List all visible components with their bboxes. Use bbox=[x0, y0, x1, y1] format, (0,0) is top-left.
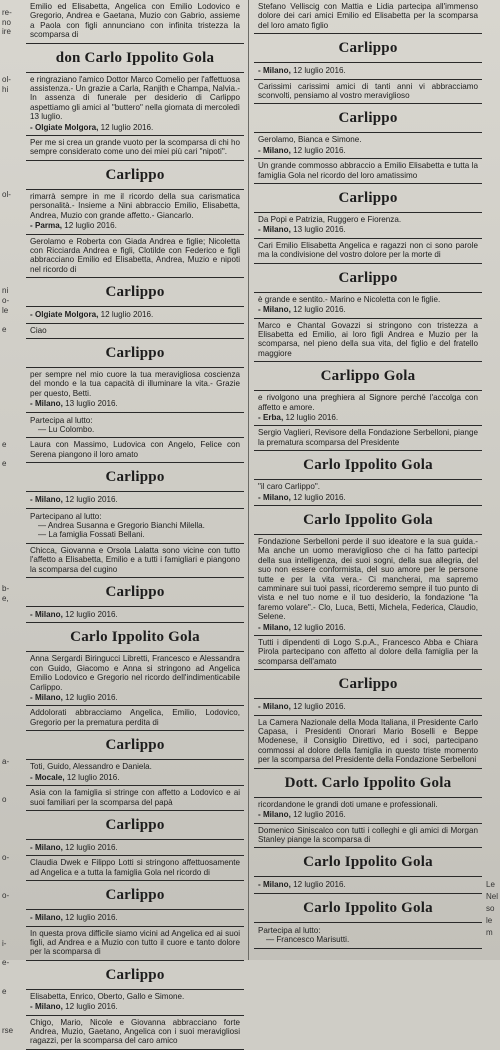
obituary-notice bbox=[26, 760, 244, 786]
notice-place: - Milano, bbox=[30, 693, 63, 703]
notice-place: - Milano, bbox=[258, 66, 291, 76]
notice-text: Stefano Velliscig con Mattia e Lidia partecipa all'immenso dolore dei cari amici Emilio ed Elisabetta per la scomparsa del loro amato figlio bbox=[258, 2, 478, 30]
notice-place-date bbox=[30, 221, 240, 230]
obituary-notice bbox=[254, 264, 482, 293]
notice-text: La Camera Nazionale della Moda Italiana, il Presidente Carlo Capasa, i Presidenti Onorari Mario Boselli e Beppe Modenese, il Consiglio Direttivo, ed i soci, partecipano commossi al dolore della famiglia in questo triste momento per la scomparsa del Presidente della Fondazione Serbelloni bbox=[258, 717, 478, 765]
obituary-column-right bbox=[254, 0, 482, 960]
notice-text: rimarrà sempre in me il ricordo della sua carismatica personalità.- Insieme a Nini abbraccio Emilio, Elisabetta, Andrea, Muzio con grande affetto.- Giancarlo. bbox=[30, 191, 240, 220]
notice-text: Asia con la famiglia si stringe con affetto a Lodovico e ai suoi familiari per la scomparsa del papà bbox=[30, 788, 240, 807]
obituary-notice bbox=[26, 413, 244, 439]
notice-text: Domenico Siniscalco con tutti i colleghi e gli amici di Morgan Stanley piange la scomparsa di bbox=[258, 825, 478, 844]
notice-place: - Milano, bbox=[258, 702, 291, 712]
condolence-name: — Lu Colombo. bbox=[38, 424, 95, 434]
cropped-text-fragment: ire bbox=[2, 27, 11, 37]
obituary-notice bbox=[254, 362, 482, 391]
obituary-notice bbox=[254, 239, 482, 264]
obituary-notice bbox=[254, 506, 482, 535]
notice-text: e ringraziano l'amico Dottor Marco Comelio per l'affettuosa assistenza.- Un grazie a Carla, Ranjith e Champa, Nalvia.- In assenza di funerale per desiderio di Carlippo aspettiamo gli amici al "buttero" nella giornata di mercoledì 13 luglio. bbox=[30, 74, 240, 122]
deceased-name-heading: Dott. Carlo Ippolito Gola bbox=[284, 774, 452, 791]
notice-text: In questa prova difficile siamo vicini ad Angelica ed ai suoi figli, ad Andrea e a Muzio con tutto il cuore e tanto dolore per la scomparsa di bbox=[30, 928, 240, 957]
cropped-text-fragment: m bbox=[486, 928, 493, 937]
notice-text: è grande e sentito.- Marino e Nicoletta con le figlie. bbox=[258, 294, 441, 304]
obituary-notice bbox=[26, 44, 244, 73]
obituary-notice bbox=[254, 877, 482, 893]
deceased-name-heading: Carlippo bbox=[105, 344, 165, 361]
notice-place-date bbox=[258, 146, 478, 155]
notice-place-date bbox=[30, 913, 240, 922]
notice-text: Elisabetta, Enrico, Oberto, Gallo e Simone. bbox=[30, 991, 185, 1001]
notice-text: Ciao bbox=[30, 325, 47, 335]
obituary-notice bbox=[254, 159, 482, 184]
notice-place-date bbox=[30, 843, 240, 852]
obituary-notice bbox=[26, 73, 244, 136]
obituary-notice bbox=[254, 480, 482, 506]
deceased-name-heading: Carlippo bbox=[338, 676, 398, 693]
cropped-text-fragment: re- bbox=[2, 8, 12, 17]
obituary-notice bbox=[254, 535, 482, 636]
condolence-name: — Andrea Susanna e Gregorio Bianchi Milella. bbox=[38, 521, 205, 530]
notice-date: 12 luglio 2016. bbox=[64, 221, 117, 231]
obituary-notice bbox=[254, 184, 482, 213]
notice-date: 12 luglio 2016. bbox=[100, 310, 154, 320]
left-margin-cropped-column bbox=[0, 0, 24, 1035]
notice-place: - Milano, bbox=[30, 495, 63, 505]
notice-text: Anna Sergardi Biringucci Libretti, Francesco e Alessandra con Guido, Giacomo e Anna si stringono ad Angelica Emilio Lodovico e Gregorio nel ricordo dell'indimenticabile Carlippo. bbox=[30, 654, 240, 692]
notice-date: 13 luglio 2016. bbox=[65, 399, 118, 409]
notice-date: 12 luglio 2016. bbox=[65, 842, 118, 852]
notice-place-date bbox=[30, 123, 240, 132]
notice-date: 12 luglio 2016. bbox=[65, 693, 118, 703]
obituary-notice bbox=[26, 990, 244, 1016]
obituary-notice bbox=[26, 339, 244, 368]
obituary-notice bbox=[26, 463, 244, 492]
notice-date: 13 luglio 2016. bbox=[293, 225, 346, 235]
obituary-notice bbox=[26, 509, 244, 544]
cropped-text-fragment: Le bbox=[486, 880, 495, 889]
notice-place-date bbox=[30, 1002, 240, 1011]
obituary-notice bbox=[26, 961, 244, 990]
cropped-text-fragment: e bbox=[2, 324, 7, 334]
obituary-notice bbox=[254, 0, 482, 34]
deceased-name-heading: Carlippo bbox=[338, 269, 398, 286]
notice-date: 12 luglio 2016. bbox=[293, 880, 346, 890]
cropped-text-fragment: a- bbox=[2, 756, 10, 766]
notice-text: Cari Emilio Elisabetta Angelica e ragazzi non ci sono parole ma la condivisione del vostro dolore per la morte di bbox=[258, 240, 478, 260]
notice-place: - Milano, bbox=[258, 305, 291, 315]
deceased-name-heading: Carlippo bbox=[105, 816, 165, 833]
obituary-notice bbox=[254, 319, 482, 363]
cropped-text-fragment: e, bbox=[2, 593, 9, 603]
obituary-notice bbox=[254, 798, 482, 824]
cropped-text-fragment: e bbox=[2, 440, 7, 449]
notice-text: Gerolamo, Bianca e Simone. bbox=[258, 135, 362, 145]
notice-place-date bbox=[258, 66, 478, 75]
notice-text: Da Popi e Patrizia, Ruggero e Fiorenza. bbox=[258, 215, 402, 225]
obituary-notice bbox=[26, 544, 244, 578]
obituary-notice bbox=[254, 699, 482, 715]
obituary-notice bbox=[26, 578, 244, 607]
deceased-name-heading: don Carlo Ippolito Gola bbox=[55, 49, 215, 66]
notice-place: - Milano, bbox=[30, 842, 63, 852]
notice-date: 12 luglio 2016. bbox=[293, 492, 346, 502]
obituary-notice bbox=[254, 104, 482, 133]
notice-place-date bbox=[30, 610, 240, 619]
notice-date: 12 luglio 2016. bbox=[293, 145, 346, 155]
cropped-text-fragment: le bbox=[2, 305, 9, 315]
obituary-notice bbox=[26, 0, 244, 44]
obituary-notice bbox=[254, 293, 482, 319]
right-margin-cropped-column bbox=[484, 0, 500, 960]
notice-date: 12 luglio 2016. bbox=[293, 66, 346, 76]
cropped-text-fragment: so bbox=[486, 904, 495, 913]
cropped-text-fragment: o- bbox=[2, 296, 10, 305]
deceased-name-heading: Carlippo bbox=[105, 737, 165, 754]
obituary-notice bbox=[26, 368, 244, 413]
notice-date: 12 luglio 2016. bbox=[293, 702, 346, 712]
deceased-name-heading: Carlippo bbox=[105, 166, 165, 183]
obituary-notice bbox=[254, 670, 482, 699]
obituary-notice bbox=[26, 1016, 244, 1050]
obituary-notice bbox=[254, 716, 482, 769]
notice-date: 12 luglio 2016. bbox=[66, 772, 120, 782]
obituary-notice bbox=[26, 910, 244, 926]
deceased-name-heading: Carlippo bbox=[105, 966, 165, 983]
obituary-notice bbox=[26, 811, 244, 840]
deceased-name-heading: Carlippo bbox=[338, 40, 398, 57]
cropped-text-fragment: b- bbox=[2, 584, 10, 593]
notice-text: per sempre nel mio cuore la tua meravigliosa coscienza del mondo e la tua capacità di illuminare la vita.- Grazie per questo, Betti. bbox=[30, 369, 240, 398]
condolence-heading: Partecipa al lutto: bbox=[30, 415, 93, 425]
obituary-notice bbox=[26, 324, 244, 339]
cropped-text-fragment: o- bbox=[2, 891, 10, 901]
obituary-notice bbox=[254, 391, 482, 426]
obituary-notice bbox=[254, 34, 482, 63]
notice-place-date bbox=[30, 495, 240, 504]
condolence-heading: Partecipa al lutto: bbox=[258, 925, 321, 935]
deceased-name-heading: Carlo Ippolito Gola bbox=[303, 854, 433, 871]
notice-text: "il caro Carlippo". bbox=[258, 482, 320, 492]
notice-place-date bbox=[258, 880, 478, 889]
cropped-text-fragment: Nel bbox=[486, 892, 499, 901]
obituary-notice bbox=[26, 190, 244, 235]
obituary-column-left bbox=[26, 0, 249, 1046]
notice-place: - Mocale, bbox=[30, 772, 65, 782]
notice-date: 12 luglio 2016. bbox=[293, 305, 346, 315]
notice-text: Tutti i dipendenti di Logo S.p.A., Francesco Abba e Chiara Pirola partecipano con affetto al dolore della famiglia per la scomparsa dell'amato bbox=[258, 638, 478, 666]
notice-place-date bbox=[258, 305, 478, 314]
notice-text: Marco e Chantal Govazzi si stringono con tristezza a Elisabetta ed Emilio, ai loro figli Andrea e Muzio per la scomparsa, nel pieno della sua vita, del figlio e del fratello maggiore bbox=[258, 320, 478, 358]
notice-date: 12 luglio 2016. bbox=[293, 810, 346, 820]
cropped-text-fragment: ol- bbox=[2, 75, 11, 85]
notice-text: Claudia Dwek e Filippo Lotti si stringono affettuosamente ad Angelica e a tutta la famiglia Gola nel ricordo di bbox=[30, 858, 240, 877]
cropped-text-fragment: o- bbox=[2, 852, 10, 862]
notice-place: - Milano, bbox=[258, 225, 291, 235]
obituary-notice bbox=[26, 492, 244, 508]
cropped-text-fragment: no bbox=[2, 17, 11, 27]
notice-text: Carissimi carissimi amici di tanti anni vi abbracciamo sconvolti, pensiamo al vostro meraviglioso bbox=[258, 81, 478, 101]
deceased-name-heading: Carlo Ippolito Gola bbox=[303, 899, 433, 916]
notice-place: - Milano, bbox=[258, 622, 291, 632]
cropped-text-fragment: ni bbox=[2, 286, 9, 296]
notice-text: Chigo, Mario, Nicole e Giovanna abbracciano forte Andrea, Muzio, Gaetano, Angelica con i suoi meravigliosi ragazzi, per la scomparsa del caro amico bbox=[30, 1017, 240, 1046]
cropped-text-fragment: le bbox=[486, 916, 493, 925]
notice-place: - Milano, bbox=[30, 913, 63, 923]
notice-place: - Olgiate Molgora, bbox=[30, 310, 99, 320]
obituary-notice bbox=[254, 133, 482, 159]
cropped-text-fragment: e bbox=[2, 987, 7, 997]
notice-place-date bbox=[30, 773, 240, 782]
obituary-notice bbox=[26, 881, 244, 910]
notice-date: 12 luglio 2016. bbox=[65, 1002, 118, 1012]
notice-date: 12 luglio 2016. bbox=[285, 412, 339, 422]
notice-place-date bbox=[30, 693, 240, 702]
obituary-notice bbox=[254, 769, 482, 798]
notice-place-date bbox=[258, 225, 478, 234]
deceased-name-heading: Carlippo bbox=[105, 887, 165, 904]
notice-date: 12 luglio 2016. bbox=[65, 495, 118, 505]
deceased-name-heading: Carlo Ippolito Gola bbox=[303, 511, 433, 528]
condolence-heading: Partecipano al lutto: bbox=[30, 511, 102, 521]
deceased-name-heading: Carlippo bbox=[338, 190, 398, 207]
notice-text: Fondazione Serbelloni perde il suo ideatore e la sua guida.- Ma anche un uomo meraviglioso che ci ha fatto partecipi della sua intelligenza, dei suoi sogni, della sua allegria, del suo non essere conformista, del suo amore per le persone tutte e per la vita vera.- Ci mancherai, ma sapremo camminare sui tuoi passi, ricorderemo sempre il tuo punto di vista e nel tuo nome e il tuo desiderio, la fondazione "la faremo volare".- Clo, Luca, Betti, Michela, Federica, Claudio, Selene. bbox=[258, 536, 478, 622]
condolence-name: — La famiglia Fossati Bellani. bbox=[38, 530, 145, 540]
obituary-notice bbox=[254, 636, 482, 670]
notice-text: Chicca, Giovanna e Orsola Lalatta sono vicine con tutto l'affetto a Elisabetta, Emilio e a tutti i famigliari e piangono la scomparsa del cugino bbox=[30, 545, 240, 574]
notice-place: - Milano, bbox=[258, 492, 291, 502]
notice-place: - Milano, bbox=[258, 145, 291, 155]
notice-text: Laura con Massimo, Ludovica con Angelo, Felice con Serena piangono il loro amato bbox=[30, 440, 240, 459]
cropped-text-fragment: ol- bbox=[2, 190, 11, 200]
obituary-notice bbox=[26, 706, 244, 731]
notice-place: - Milano, bbox=[30, 399, 63, 409]
notice-place-date bbox=[258, 702, 478, 711]
deceased-name-heading: Carlippo bbox=[105, 469, 165, 486]
notice-place: - Milano, bbox=[258, 880, 291, 890]
deceased-name-heading: Carlippo Gola bbox=[320, 368, 416, 385]
notice-text: e rivolgono una preghiera al Signore perché l'accolga con affetto e amore. bbox=[258, 393, 478, 412]
notice-date: 12 luglio 2016. bbox=[65, 913, 118, 923]
deceased-name-heading: Carlippo bbox=[338, 110, 398, 127]
obituary-notice bbox=[254, 848, 482, 877]
notice-place-date bbox=[258, 623, 478, 632]
obituary-notice bbox=[26, 161, 244, 190]
obituary-notice bbox=[26, 623, 244, 652]
obituary-notice bbox=[254, 426, 482, 451]
notice-text: Gerolamo e Roberta con Giada Andrea e figlie; Nicoletta con Ricciarda Andrea e figli, Clotilde con Federico e figli abbracciano Emilio ed Elisabetta, Andrea, Muzio e nipoti nel ricordo di bbox=[30, 236, 240, 274]
deceased-name-heading: Carlippo bbox=[105, 284, 165, 301]
obituary-notice bbox=[26, 607, 244, 623]
condolence-name: — Francesco Marisutti. bbox=[266, 935, 350, 945]
notice-place: - Milano, bbox=[30, 610, 63, 620]
notice-text: Sergio Vaglieri, Revisore della Fondazione Serbelloni, piange la prematura scomparsa del Presidente bbox=[258, 428, 478, 447]
obituary-notice bbox=[26, 136, 244, 161]
notice-text: Emilio ed Elisabetta, Angelica con Emilio Lodovico e Gregorio, Andrea e Gaetana, Muzio con Gabrio, assieme a Paola con figli annunciano con infinita tristezza la scomparsa di bbox=[30, 2, 240, 40]
cropped-text-fragment: i- bbox=[2, 939, 7, 949]
obituary-notice bbox=[26, 235, 244, 279]
notice-place: - Parma, bbox=[30, 221, 62, 231]
obituary-notice bbox=[26, 731, 244, 760]
obituary-notice bbox=[254, 451, 482, 480]
obituary-notice bbox=[254, 80, 482, 105]
obituary-notice bbox=[26, 652, 244, 706]
notice-place: - Milano, bbox=[30, 1002, 63, 1012]
deceased-name-heading: Carlo Ippolito Gola bbox=[303, 457, 433, 474]
notice-text: Un grande commosso abbraccio a Emilio Elisabetta e tutta la famiglia Gola nel ricordo del loro amatissimo bbox=[258, 161, 478, 180]
notice-place: - Olgiate Molgora, bbox=[30, 122, 99, 132]
notice-date: 12 luglio 2016. bbox=[100, 122, 154, 132]
notice-place-date bbox=[258, 413, 478, 422]
obituary-notice bbox=[26, 786, 244, 811]
obituary-notice bbox=[26, 927, 244, 961]
notice-place-date bbox=[258, 493, 478, 502]
obituary-notice bbox=[26, 438, 244, 463]
cropped-text-fragment: e- bbox=[2, 958, 10, 968]
obituary-notice bbox=[26, 307, 244, 323]
deceased-name-heading: Carlo Ippolito Gola bbox=[70, 629, 200, 646]
obituary-notice bbox=[26, 840, 244, 856]
notice-text: Addolorati abbracciamo Angelica, Emilio, Lodovico, Gregorio per la prematura perdita di bbox=[30, 708, 240, 727]
notice-date: 12 luglio 2016. bbox=[65, 610, 118, 620]
cropped-text-fragment: e bbox=[2, 459, 7, 469]
obituary-notice bbox=[26, 278, 244, 307]
cropped-text-fragment: rse bbox=[2, 1025, 14, 1035]
deceased-name-heading: Carlippo bbox=[105, 584, 165, 601]
notice-text: Toti, Guido, Alessandro e Daniela. bbox=[30, 762, 152, 772]
notice-place: - Erba, bbox=[258, 412, 284, 422]
notice-text: ricordandone le grandi doti umane e professionali. bbox=[258, 799, 438, 809]
cropped-text-fragment: o bbox=[2, 795, 7, 805]
obituary-notice bbox=[254, 213, 482, 239]
obituary-notice bbox=[254, 894, 482, 923]
cropped-text-fragment: hi bbox=[2, 84, 9, 94]
obituary-notice bbox=[26, 856, 244, 881]
notice-place-date bbox=[258, 810, 478, 819]
notice-place: - Milano, bbox=[258, 810, 291, 820]
obituary-notice bbox=[254, 923, 482, 949]
obituary-notice bbox=[254, 63, 482, 79]
notice-place-date bbox=[30, 399, 240, 408]
notice-place-date bbox=[30, 310, 240, 319]
notice-text: Per me si crea un grande vuoto per la scomparsa di chi ho sempre considerato come uno dei miei più cari "nipoti". bbox=[30, 138, 240, 157]
obituary-notice bbox=[254, 824, 482, 849]
notice-date: 12 luglio 2016. bbox=[293, 622, 346, 632]
